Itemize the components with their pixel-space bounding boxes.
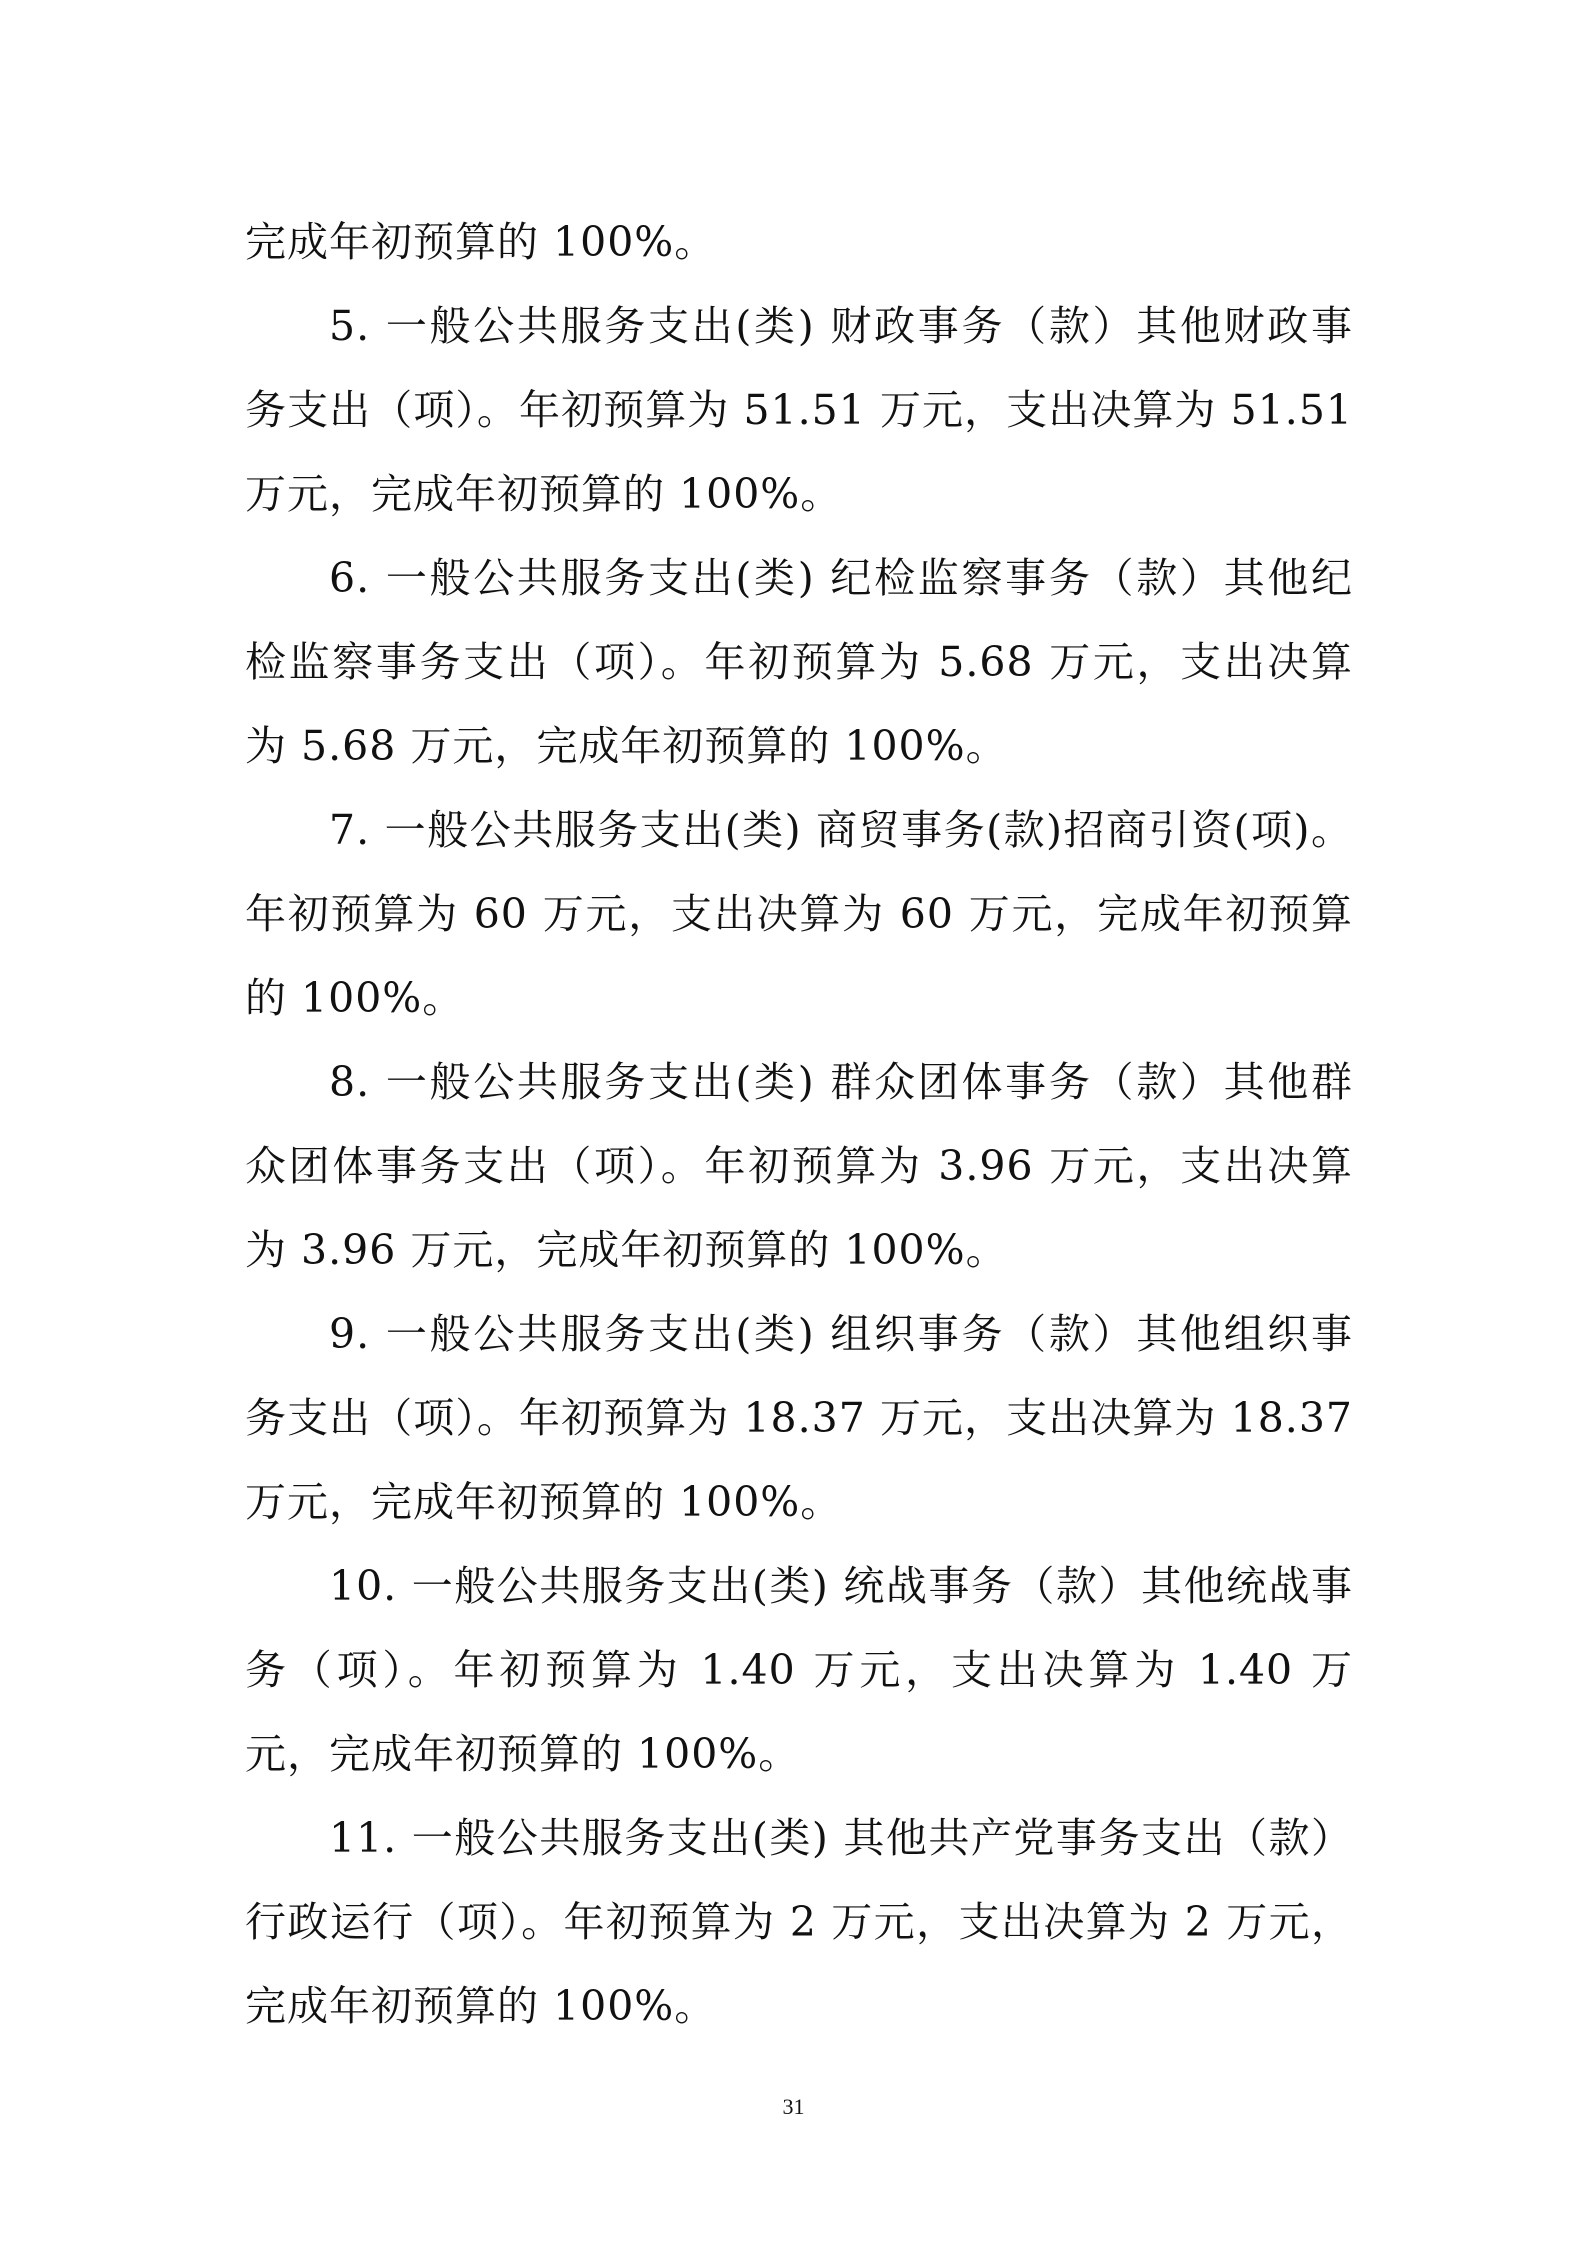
paragraph-item-11: 11. 一般公共服务支出(类) 其他共产党事务支出（款）行政运行（项）。年初预算为 2 万元，支出决算为 2 万元，完成年初预算的 100%。 <box>245 1814 1353 2030</box>
page-number: 31 <box>782 2094 805 2119</box>
paragraph-item-6: 6. 一般公共服务支出(类) 纪检监察事务（款）其他纪检监察事务支出（项）。年初预算为 5.68 万元，支出决算为 5.68 万元，完成年初预算的 100%。 <box>245 554 1353 770</box>
paragraph-item-8: 8. 一般公共服务支出(类) 群众团体事务（款）其他群众团体事务支出（项）。年初预算为 3.96 万元，支出决算为 3.96 万元，完成年初预算的 100%。 <box>245 1058 1353 1274</box>
paragraph-item-5: 5. 一般公共服务支出(类) 财政事务（款）其他财政事务支出（项）。年初预算为 51.51 万元，支出决算为 51.51 万元，完成年初预算的 100%。 <box>245 302 1353 518</box>
paragraph-item-7: 7. 一般公共服务支出(类) 商贸事务(款)招商引资(项)。年初预算为 60 万元，支出决算为 60 万元，完成年初预算的 100%。 <box>245 806 1353 1022</box>
paragraph-continuation: 完成年初预算的 100%。 <box>245 218 717 266</box>
paragraph-item-10: 10. 一般公共服务支出(类) 统战事务（款）其他统战事务（项）。年初预算为 1.40 万元，支出决算为 1.40 万元，完成年初预算的 100%。 <box>245 1562 1353 1778</box>
paragraph-item-9: 9. 一般公共服务支出(类) 组织事务（款）其他组织事务支出（项）。年初预算为 18.37 万元，支出决算为 18.37 万元，完成年初预算的 100%。 <box>245 1310 1353 1526</box>
body-text <box>245 200 1353 2048</box>
